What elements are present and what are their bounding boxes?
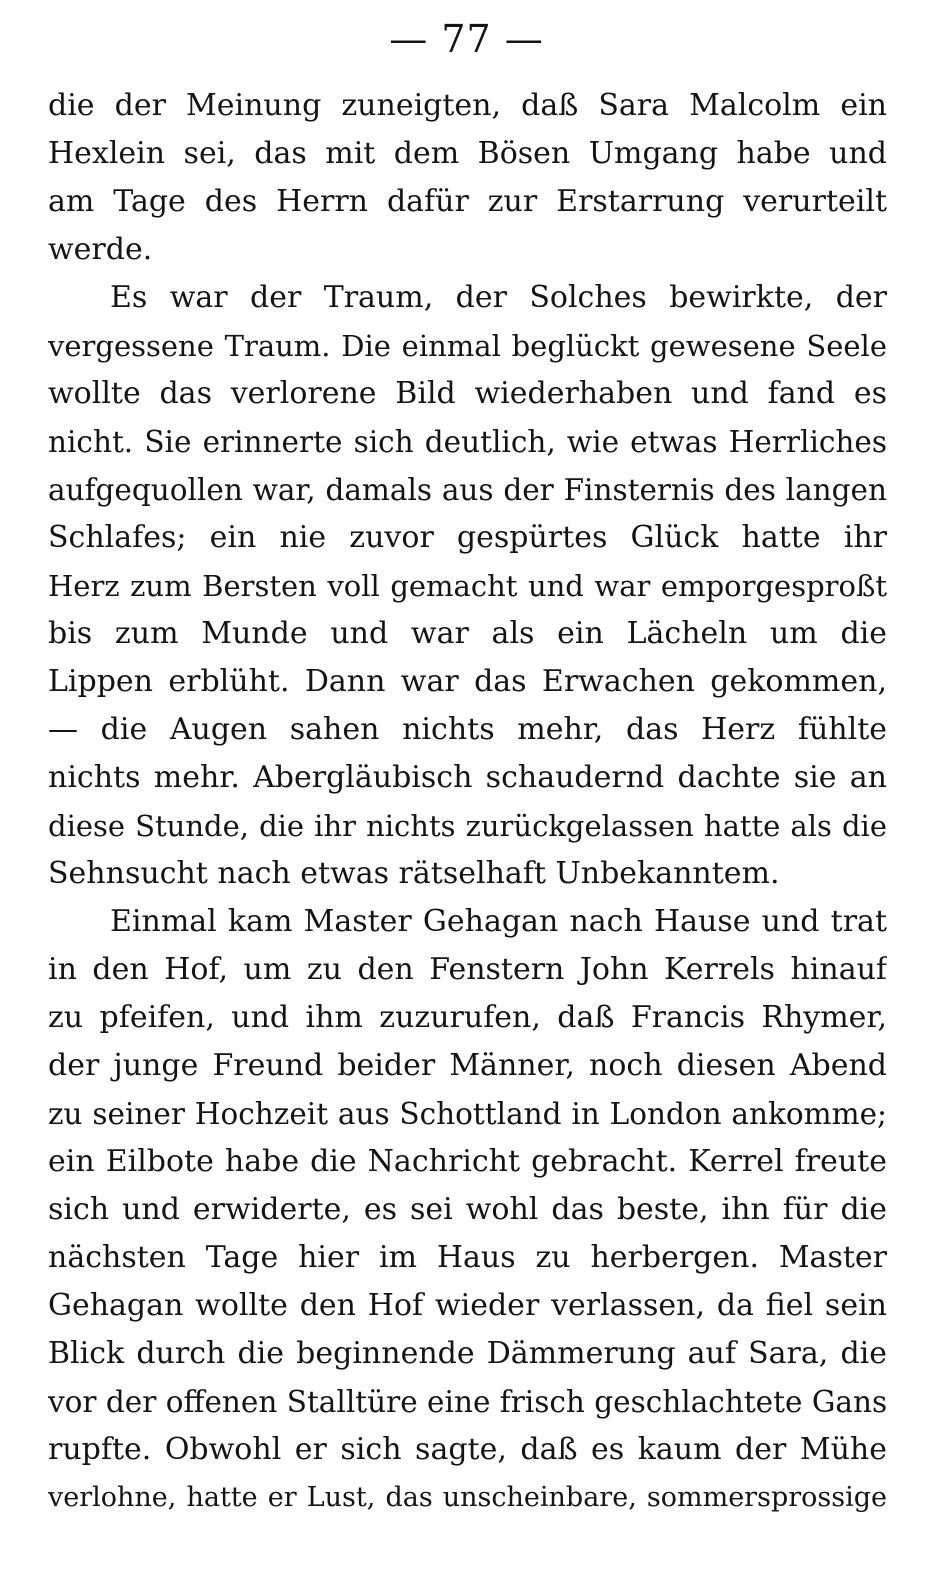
- page-number: — 77 —: [389, 17, 544, 61]
- text-line: nichts mehr. Abergläubisch schaudernd dachte sie an: [48, 760, 887, 795]
- text-line: Herz zum Bersten voll gemacht und war emporgesproßt: [48, 569, 887, 603]
- text-line: Lippen erblüht. Dann war das Erwachen gekommen,: [48, 664, 887, 699]
- text-line: vergessene Traum. Die einmal beglückt gewesene Seele: [48, 329, 887, 363]
- text-line: zu seiner Hochzeit aus Schottland in London ankomme;: [48, 1097, 887, 1131]
- text-line: aufgequollen war, damals aus der Finsternis des langen: [48, 473, 887, 507]
- text-line: bis zum Munde und war als ein Lächeln um die: [48, 616, 887, 651]
- text-line: ein Eilbote habe die Nachricht gebracht. Kerrel freute: [48, 1144, 887, 1179]
- text-line: Hexlein sei, das mit dem Bösen Umgang habe und: [48, 136, 887, 171]
- text-line: — die Augen sahen nichts mehr, das Herz fühlte: [48, 712, 887, 747]
- text-line: Es war der Traum, der Solches bewirkte, der: [110, 280, 887, 315]
- text-line: der junge Freund beider Männer, noch diesen Abend: [48, 1048, 887, 1083]
- body-text: [48, 82, 887, 1522]
- text-line: werde.: [48, 232, 153, 267]
- text-line: Schlafes; ein nie zuvor gespürtes Glück hatte ihr: [48, 520, 887, 555]
- text-line: zu pfeifen, und ihm zuzurufen, daß Francis Rhymer,: [48, 1000, 887, 1035]
- text-line: Sehnsucht nach etwas rätselhaft Unbekanntem.: [48, 856, 780, 891]
- text-line: in den Hof, um zu den Fenstern John Kerrels hinauf: [48, 952, 887, 987]
- text-line: vor der offenen Stalltüre eine frisch geschlachtete Gans: [48, 1385, 887, 1419]
- text-line: sich und erwiderte, es sei wohl das beste, ihn für die: [48, 1192, 887, 1227]
- text-line: Gehagan wollte den Hof wieder verlassen, da fiel sein: [48, 1288, 887, 1323]
- text-line: rupfte. Obwohl er sich sagte, daß es kaum der Mühe: [48, 1432, 887, 1467]
- text-line: nicht. Sie erinnerte sich deutlich, wie etwas Herrliches: [48, 425, 887, 459]
- text-line: Blick durch die beginnende Dämmerung auf Sara, die: [48, 1336, 887, 1371]
- text-line: nächsten Tage hier im Haus zu herbergen. Master: [48, 1240, 887, 1275]
- text-line: die der Meinung zuneigten, daß Sara Malcolm ein: [48, 88, 887, 123]
- text-line: am Tage des Herrn dafür zur Erstarrung verurteilt: [48, 184, 887, 219]
- text-line: wollte das verlorene Bild wiederhaben und fand es: [48, 376, 887, 411]
- text-line: Einmal kam Master Gehagan nach Hause und trat: [110, 904, 887, 939]
- text-line: diese Stunde, die ihr nichts zurückgelassen hatte als die: [48, 809, 887, 843]
- text-line: verlohne, hatte er Lust, das unscheinbare, sommersprossige: [48, 1482, 887, 1513]
